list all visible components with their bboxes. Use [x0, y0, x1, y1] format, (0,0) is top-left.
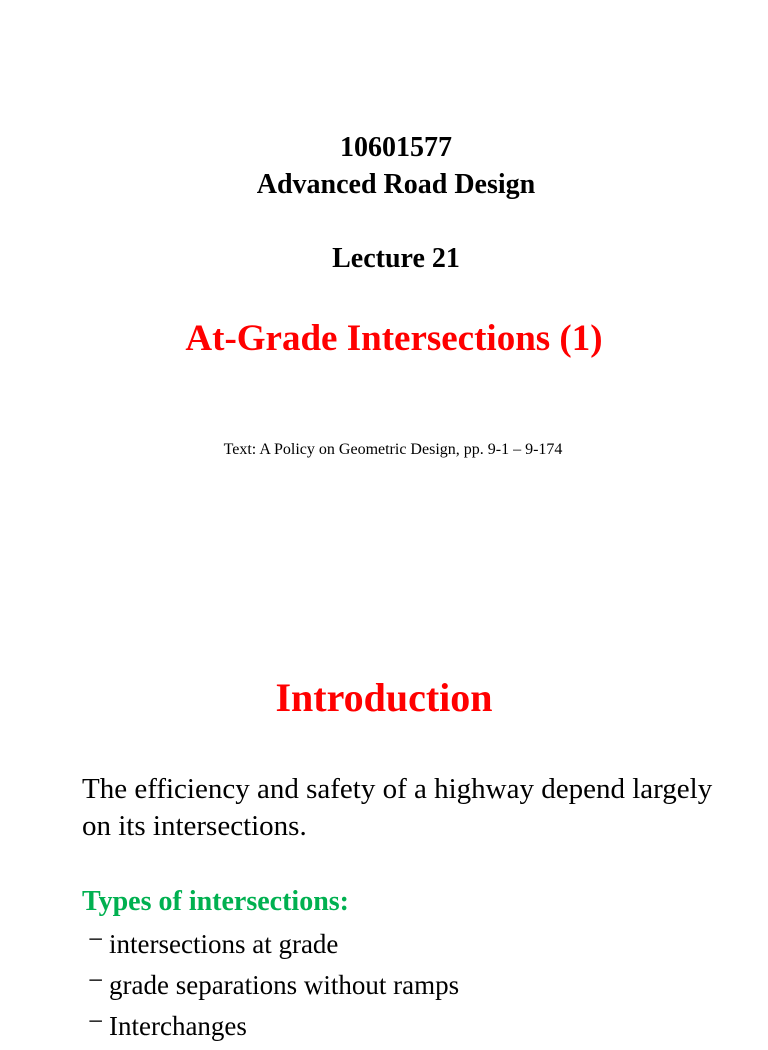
dash-bullet-icon: − [88, 924, 104, 954]
list-item [88, 924, 459, 968]
dash-bullet-icon: − [88, 1006, 104, 1036]
dash-bullet-icon: − [88, 965, 104, 995]
lecture-number: Lecture 21 [332, 243, 460, 274]
introduction-slide [0, 600, 768, 1041]
introduction-heading: Introduction [275, 675, 493, 720]
list-item-label: grade separations without ramps [109, 970, 460, 1000]
list-item-label: Interchanges [109, 1011, 247, 1041]
lecture-topic-title: At-Grade Intersections (1) [185, 318, 603, 359]
list-item [88, 1006, 459, 1050]
course-number: 10601577 [340, 132, 452, 163]
types-of-intersections-heading: Types of intersections: [82, 886, 349, 917]
list-item [88, 965, 460, 1009]
course-name: Advanced Road Design [256, 169, 536, 200]
text-reference: Text: A Policy on Geometric Design, pp. 9-1 – 9-174 [223, 441, 563, 458]
introduction-body-text: The efficiency and safety of a highway depend largely on its intersections. [82, 773, 713, 842]
intersection-types-list [88, 924, 460, 1050]
list-item-label: intersections at grade [109, 929, 339, 959]
